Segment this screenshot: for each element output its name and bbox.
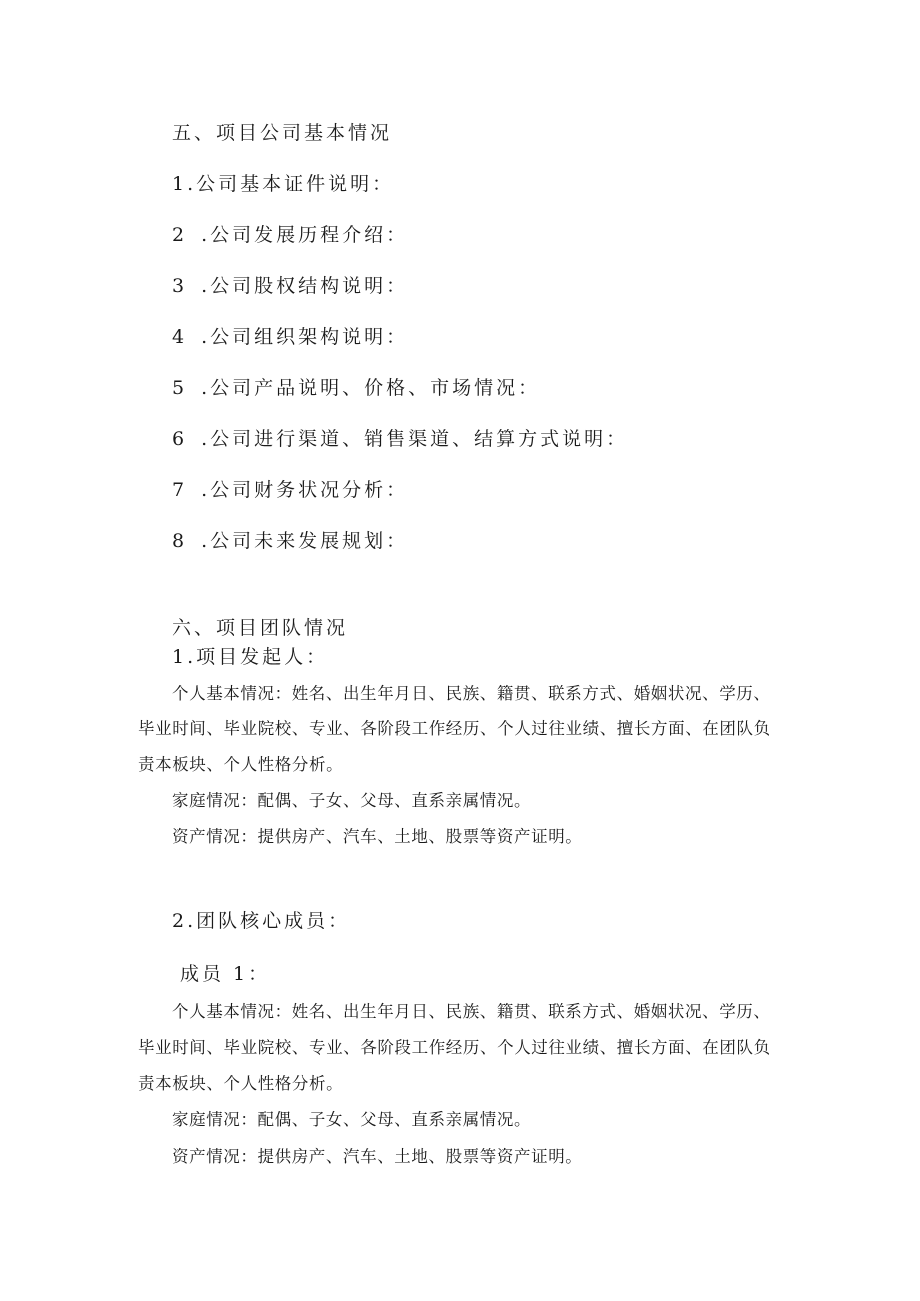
core-basic-line2: 毕业时间、毕业院校、专业、各阶段工作经历、个人过往业绩、擅长方面、在团队负 xyxy=(138,1038,771,1057)
item-number: 5 xyxy=(172,377,188,399)
item-text: .公司财务状况分析： xyxy=(201,479,409,501)
section5-item-5 xyxy=(172,379,540,398)
section5-item-6 xyxy=(172,430,628,449)
initiator-family: 家庭情况：配偶、子女、父母、直系亲属情况。 xyxy=(172,791,532,810)
item-text: .公司进行渠道、销售渠道、结算方式说明： xyxy=(201,428,629,450)
section5-item-8 xyxy=(172,532,408,551)
item-number: 7 xyxy=(172,479,188,501)
initiator-assets: 资产情况：提供房产、汽车、土地、股票等资产证明。 xyxy=(172,827,583,846)
item-text: .公司股权结构说明： xyxy=(201,275,409,297)
initiator-basic-line1: 个人基本情况：姓名、出生年月日、民族、籍贯、联系方式、婚姻状况、学历、 xyxy=(172,684,771,703)
item-text: .公司组织架构说明： xyxy=(201,326,409,348)
section5-item-1 xyxy=(172,175,394,194)
item-number: 2 xyxy=(172,224,188,246)
item-text: 公司基本证件说明： xyxy=(196,173,395,195)
item-text: .公司未来发展规划： xyxy=(201,530,409,552)
core-assets: 资产情况：提供房产、汽车、土地、股票等资产证明。 xyxy=(172,1147,583,1166)
core-member-label: 成员 1： xyxy=(180,963,271,985)
item-number: 4 xyxy=(172,326,188,348)
section5-item-7 xyxy=(172,481,408,500)
item-number: 1. xyxy=(172,173,197,195)
item-text: .公司发展历程介绍： xyxy=(201,224,409,246)
core-family: 家庭情况：配偶、子女、父母、直系亲属情况。 xyxy=(172,1110,532,1129)
section5-item-3 xyxy=(172,277,408,296)
item-number: 6 xyxy=(172,428,188,450)
item-number: 8 xyxy=(172,530,188,552)
core-basic-line3: 责本板块、个人性格分析。 xyxy=(138,1074,344,1093)
core-heading: 2.团队核心成员： xyxy=(172,910,351,932)
section5-item-4 xyxy=(172,328,408,347)
item-text: .公司产品说明、价格、市场情况： xyxy=(201,377,541,399)
item-number: 3 xyxy=(172,275,188,297)
section6-title: 六、项目团队情况 xyxy=(172,617,349,639)
core-basic-line1: 个人基本情况：姓名、出生年月日、民族、籍贯、联系方式、婚姻状况、学历、 xyxy=(172,1002,771,1021)
initiator-basic-line2: 毕业时间、毕业院校、专业、各阶段工作经历、个人过往业绩、擅长方面、在团队负 xyxy=(138,719,771,738)
initiator-basic-line3: 责本板块、个人性格分析。 xyxy=(138,755,344,774)
initiator-heading: 1.项目发起人： xyxy=(172,646,329,668)
section5-title: 五、项目公司基本情况 xyxy=(172,122,393,144)
section5-item-2 xyxy=(172,226,408,245)
